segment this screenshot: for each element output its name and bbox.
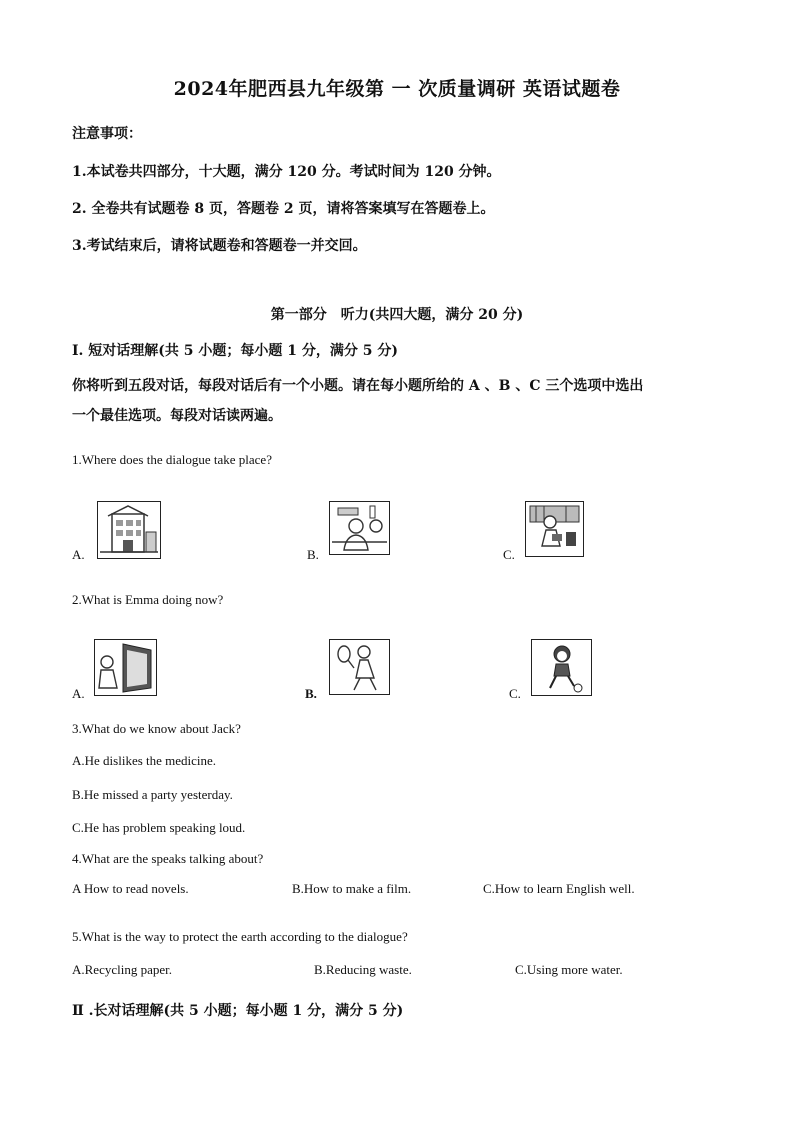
question-1-text: 1.Where does the dialogue take place?	[72, 452, 272, 467]
q2-option-b-label: B.	[305, 686, 317, 701]
q2-option-a-label: A.	[72, 686, 85, 701]
question-4-text: 4.What are the speaks talking about?	[72, 851, 264, 866]
q4-option-b: B.How to make a film.	[292, 881, 412, 896]
q3-option-b: B.He missed a party yesterday.	[72, 787, 233, 802]
q5-option-c: C.Using more water.	[515, 962, 623, 977]
part1-heading: 第一部分 听力(共四大题，满分 20 分)	[270, 307, 524, 323]
section1-title: I. 短对话理解(共 5 小题；每小题 1 分，满分 5 分)	[72, 343, 399, 359]
notice-item-3: 3.考试结束后，请将试题卷和答题卷一并交回。	[72, 238, 367, 254]
watching-tv-picture-icon	[94, 639, 157, 696]
notice-item-2: 2. 全卷共有试题卷 8 页，答题卷 2 页，请将答案填写在答题卷上。	[72, 201, 495, 217]
q5-option-b: B.Reducing waste.	[314, 962, 412, 977]
playing-football-picture-icon	[531, 639, 592, 696]
instructions-line-2: 一个最佳选项。每段对话读两遍。	[72, 408, 282, 424]
exam-title: 2024年肥西县九年级第 一 次质量调研 英语试题卷	[173, 78, 621, 100]
notice-heading: 注意事项：	[72, 126, 142, 142]
laboratory-picture-icon	[329, 501, 390, 555]
q4-option-a: A How to read novels.	[72, 881, 189, 896]
q2-option-c-label: C.	[509, 686, 521, 701]
notice-item-1: 1.本试卷共四部分，十大题，满分 120 分。考试时间为 120 分钟。	[72, 164, 501, 180]
q3-option-a: A.He dislikes the medicine.	[72, 753, 217, 768]
q1-option-c-label: C.	[503, 547, 515, 562]
reading-boy-picture-icon	[525, 501, 584, 557]
q4-option-c: C.How to learn English well.	[483, 881, 635, 896]
question-2-text: 2.What is Emma doing now?	[72, 592, 224, 607]
instructions-line-1: 你将听到五段对话，每段对话后有一个小题。请在每小题所给的 A 、B 、C 三个选项中选出	[72, 378, 644, 394]
building-picture-icon	[97, 501, 161, 559]
playing-tennis-picture-icon	[329, 639, 390, 695]
q1-option-b-label: B.	[307, 547, 319, 562]
q1-option-a-label: A.	[72, 547, 85, 562]
question-3-text: 3.What do we know about Jack?	[72, 721, 241, 736]
question-5-text: 5.What is the way to protect the earth according to the dialogue?	[72, 929, 408, 944]
section2-title: Ⅱ .长对话理解(共 5 小题；每小题 1 分，满分 5 分)	[72, 1003, 404, 1019]
q3-option-c: C.He has problem speaking loud.	[72, 820, 246, 835]
q5-option-a: A.Recycling paper.	[72, 962, 172, 977]
